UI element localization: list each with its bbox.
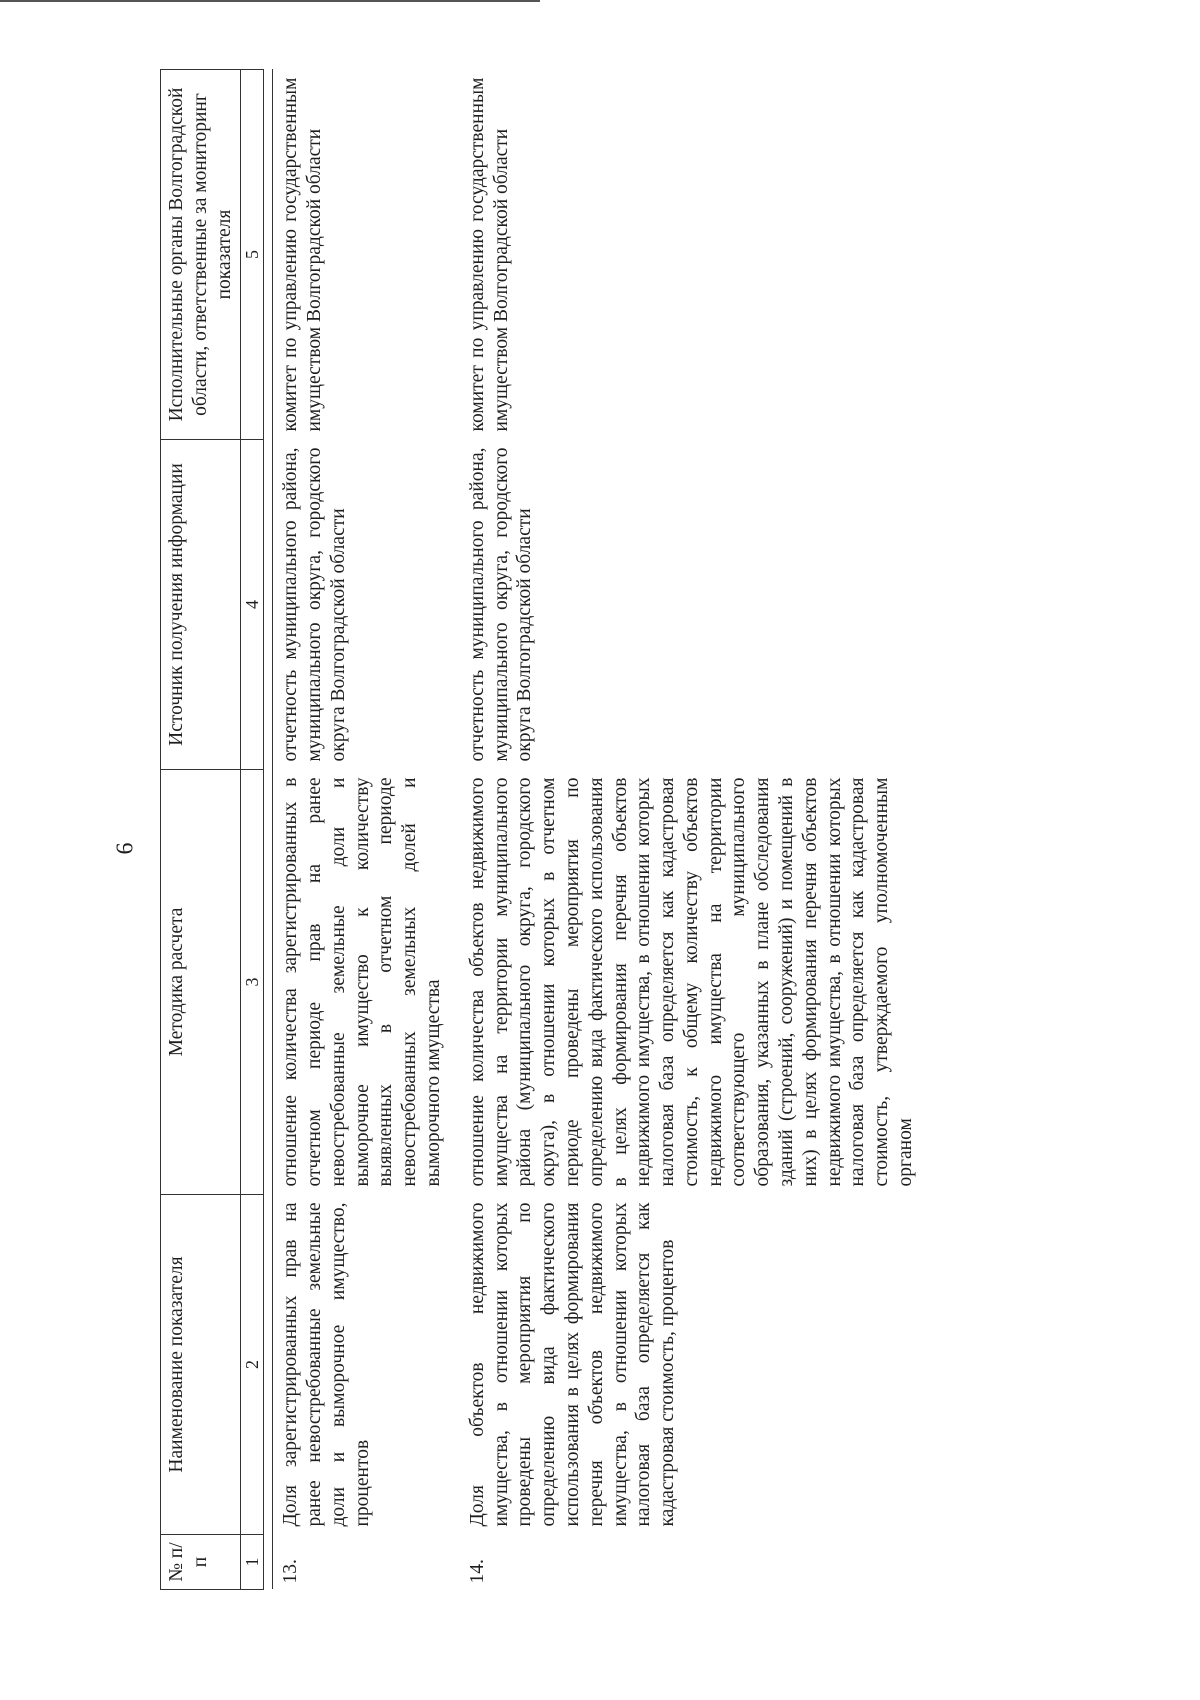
page-number: 6 (112, 842, 139, 855)
column-number: 1 (241, 1535, 264, 1590)
row-number: 14. (466, 1559, 488, 1584)
indicator-name: Доля объектов недвижимого имущества, в отношении которых проведены мероприятия по определению вида фактического использования в целях формирования перечня объектов недвижимого имущества, в отношении которых налоговая база определяется как кадастровая стоимость, процентов (466, 1202, 679, 1527)
top-border-line (0, 0, 540, 2)
header-calculation-method: Методика расчета (161, 770, 241, 1195)
responsible-authority: комитет по управлению государственным имуществом Волгоградской области (280, 77, 326, 432)
table-row (460, 70, 932, 1590)
rotated-page-content (160, 70, 1010, 1590)
column-number: 5 (241, 70, 264, 440)
column-number: 3 (241, 770, 264, 1195)
information-source: отчетность муниципального района, муниципального округа, городского округа Волгоградской области (466, 447, 536, 762)
row-number: 13. (280, 1559, 302, 1584)
header-number: № п/п (161, 1535, 241, 1590)
calculation-method: отношение количества объектов недвижимого имущества на территории муниципального района (муниципального округа, городского округа), в отношении которых в отчетном периоде проведены мероприятия по определению вида фактического использования в целях формирования перечня объектов недвижимого имущества, в отношении которых налоговая база определяется как кадастровая стоимость, к общему количеству объектов недвижимого имущества на территории соответствующего муниципального образования, указанных в плане обследования зданий (строений, сооружений) и помещений в них) в целях формирования перечня объектов недвижимого имущества, в отношении которых налоговая база определяется как кадастровая стоимость, утверждаемого уполномоченным органом (466, 777, 916, 1187)
header-separator (264, 70, 273, 1590)
table-header-row (161, 70, 241, 1590)
column-number: 4 (241, 440, 264, 770)
information-source: отчетность муниципального района, муниципального округа, городского округа Волгоградской области (280, 447, 349, 762)
table-row (273, 70, 460, 1590)
column-number: 2 (241, 1195, 264, 1535)
header-information-source: Источник получения информации (161, 440, 241, 770)
indicator-name: Доля зарегистрированных прав на ранее невостребованные земельные доли и выморочное имущество, процентов (280, 1202, 373, 1527)
responsible-authority: комитет по управлению государственным имуществом Волгоградской области (466, 77, 512, 432)
header-responsible-authorities: Исполнительные органы Волгоградской области, ответственные за мониторинг показателя (161, 70, 241, 440)
indicators-table (160, 69, 932, 1590)
column-numbers-row (241, 70, 264, 1590)
calculation-method: отношение количества зарегистрированных в отчетном периоде прав на ранее невостребованные земельные доли и выморочное имущество к количеству выявленных в отчетном периоде невостребованных земельных долей и выморочного имущества (280, 777, 445, 1187)
header-indicator-name: Наименование показателя (161, 1195, 241, 1535)
